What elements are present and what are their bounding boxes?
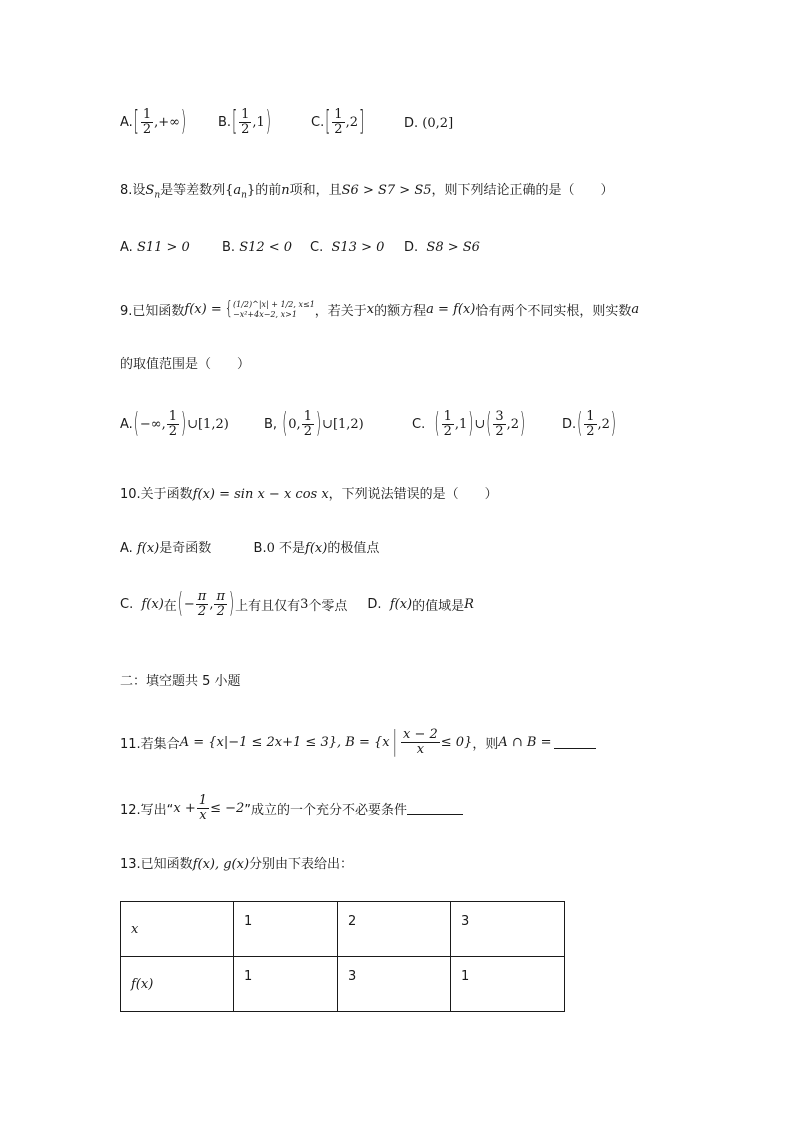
paren-left: ( [282, 409, 288, 441]
q9-option-d [562, 410, 617, 440]
option-label: D. [404, 116, 419, 131]
option-expr: ,2 [506, 417, 519, 433]
q9-option-b [264, 410, 364, 440]
fraction [196, 590, 209, 620]
denominator: x [416, 742, 425, 758]
bracket-left: [ [232, 107, 238, 139]
option-label: B, [264, 417, 278, 433]
q8-option-b [222, 240, 292, 255]
fraction [493, 410, 505, 440]
comma: , [209, 597, 214, 613]
option-label: B. [253, 541, 267, 556]
numerator: 1 [334, 107, 343, 122]
option-label: C. [412, 417, 426, 433]
numerator: x − 2 [402, 727, 438, 742]
table-cell: f(x) [121, 957, 234, 1012]
denominator: x [199, 808, 207, 824]
vertical-bar: | [392, 727, 397, 759]
numerator: 1 [142, 107, 152, 122]
paren-right: ) [468, 409, 474, 441]
count-value: 3 [300, 597, 309, 613]
stem-text: 分别由下表给出： [249, 857, 354, 872]
question-number: 11.若集合 [120, 737, 180, 753]
denominator: 2 [241, 122, 250, 138]
union-symbol: ∪ [474, 417, 486, 433]
denominator: 2 [334, 122, 343, 138]
question-number: 13.已知函数 [120, 857, 193, 872]
r-symbol: R [464, 597, 474, 613]
option-label: B. [218, 115, 232, 131]
minus-sign: − [183, 597, 195, 613]
option-text: 的极值点 [327, 541, 380, 556]
table-row [121, 957, 565, 1012]
fraction [197, 794, 209, 824]
set-expr: ≤ 0} [440, 735, 473, 751]
option-label: C. [120, 597, 134, 613]
option-label: A. [120, 541, 133, 556]
option-text: 的值域是 [412, 599, 465, 615]
table-cell: 1 [234, 902, 338, 957]
option-expr: S12 < 0 [239, 240, 293, 255]
answer-blank[interactable] [554, 736, 596, 749]
option-text: 在 [163, 599, 177, 615]
option-label: A. [120, 417, 133, 433]
option-expr: S8 > S6 [426, 240, 480, 255]
section-heading: 二：填空题共 5 小题 [120, 674, 241, 689]
stem-text: ，则下列结论正确的是（ ） [431, 183, 614, 198]
brace-left: { [225, 183, 234, 198]
denominator: 2 [216, 604, 225, 620]
q7-option-d [404, 116, 453, 131]
paren-right: ) [610, 409, 616, 441]
expr: ≤ −2 [210, 801, 245, 817]
stem-text: ”成立的一个充分不必要条件 [244, 803, 408, 819]
denominator: 2 [303, 424, 312, 440]
option-expr: S13 > 0 [331, 240, 385, 255]
paren-left: ( [133, 409, 139, 441]
question-number: 8.设 [120, 183, 146, 198]
option-text: 不是 [279, 541, 306, 556]
fraction [214, 590, 227, 620]
numerator: 1 [586, 409, 595, 424]
question-number: 9.已知函数 [120, 304, 185, 320]
table-cell: 3 [338, 957, 451, 1012]
bracket-right: ] [448, 116, 454, 131]
sum-symbol: S [145, 183, 155, 198]
option-label: D. [404, 240, 419, 255]
option-label: C. [311, 115, 325, 131]
paren-right: ) [265, 107, 271, 139]
intersection-expr: A ∩ B = [498, 735, 552, 751]
fraction [302, 410, 314, 440]
table-cell: 3 [451, 902, 565, 957]
table-cell: 1 [451, 957, 565, 1012]
option-expr: −∞, [139, 417, 166, 433]
denominator: 2 [142, 122, 152, 138]
stem-text: ，下列说法错误的是（ ） [328, 487, 498, 502]
stem-text: ，则 [472, 737, 499, 753]
stem-text: 是等差数列 [160, 183, 226, 198]
option-expr: ,1 [252, 115, 265, 131]
answer-blank[interactable] [407, 802, 463, 815]
piece-1: (1/2)^|x| + 1/2, x≤1 [233, 300, 315, 309]
value-table [120, 901, 565, 1012]
stem-text: 的额方程 [374, 304, 427, 320]
table-cell: 2 [338, 902, 451, 957]
numerator: π [197, 589, 207, 604]
table-cell: 1 [234, 957, 338, 1012]
denominator: 2 [168, 424, 178, 440]
table-row [121, 902, 565, 957]
option-expr: 0, [288, 417, 301, 433]
numerator: 1 [168, 409, 178, 424]
function-expr: f(x) = [184, 302, 222, 318]
paren-left: ( [434, 409, 440, 441]
denominator: 2 [197, 604, 207, 620]
fraction [167, 410, 179, 440]
option-expr: ∪[1,2) [187, 417, 229, 433]
a-symbol: a [631, 302, 640, 318]
paren-left: ( [418, 116, 428, 131]
option-expr: ∪[1,2) [322, 417, 364, 433]
option-label: D. [367, 597, 382, 613]
option-label: D. [562, 417, 577, 433]
function-expr: f(x) [141, 597, 164, 613]
x-symbol: x [366, 302, 375, 318]
bracket-left: [ [325, 107, 331, 139]
q13-stem [120, 858, 353, 871]
paren-right: ) [181, 107, 187, 139]
table-cell: x [121, 902, 234, 957]
paren-right: ) [315, 409, 322, 441]
q8-option-d [404, 240, 480, 255]
q9-stem-line2 [120, 358, 250, 371]
sequence-symbol: a [233, 183, 242, 198]
question-number: 10.关于函数 [120, 487, 193, 502]
option-label: A. [120, 240, 133, 255]
option-expr: ,1 [454, 417, 468, 433]
denominator: 2 [443, 424, 452, 440]
stem-text: 的取值范围是（ ） [120, 357, 251, 372]
fraction [239, 108, 251, 138]
option-text: 上有且仅有 [235, 599, 301, 615]
function-expr: f(x) = sin x − x cos x [192, 487, 329, 502]
piece-2: −x²+4x−2, x>1 [233, 309, 297, 319]
q8-stem [120, 184, 614, 201]
equation-expr: a = f(x) [426, 302, 476, 318]
option-expr: ,2 [345, 115, 358, 131]
option-expr: ,2 [597, 417, 610, 433]
numerator: 1 [198, 793, 208, 808]
fraction [442, 410, 454, 440]
subscript: n [154, 190, 161, 201]
numerator: 3 [495, 409, 504, 424]
fraction [584, 410, 596, 440]
function-expr: f(x) [389, 597, 413, 613]
function-expr: f(x) [305, 541, 328, 556]
numerator: 1 [241, 107, 250, 122]
option-expr: 0,2 [427, 116, 449, 131]
option-text: 是奇函数 [159, 541, 212, 556]
paren-right: ) [181, 409, 187, 441]
fraction [141, 108, 153, 138]
numerator: π [216, 589, 226, 604]
paren-left: ( [577, 409, 583, 441]
q10-options-ab [120, 542, 379, 555]
q12-stem [120, 794, 463, 824]
q10-stem [120, 488, 498, 501]
q9-option-c [412, 410, 526, 440]
piecewise-brace: { [224, 299, 233, 321]
function-expr: f(x), g(x) [192, 857, 250, 872]
zero-value: 0 [266, 541, 275, 556]
numerator: 1 [303, 409, 312, 424]
option-expr: S11 > 0 [136, 240, 190, 255]
numerator: 1 [443, 409, 452, 424]
piecewise-cases [233, 300, 315, 319]
option-label: A. [120, 115, 133, 131]
subscript: n [241, 190, 247, 201]
n-symbol: n [281, 183, 290, 198]
q10-option-c [120, 590, 474, 620]
paren-left: ( [177, 589, 183, 621]
q7-option-a [120, 108, 187, 138]
stem-text: 项和，且 [289, 183, 342, 198]
option-expr: ,+∞ [154, 115, 181, 131]
q11-stem [120, 728, 596, 758]
q7-option-c [311, 108, 365, 138]
option-label: C. [310, 240, 324, 255]
stem-text: 恰有两个不同实根，则实数 [475, 304, 632, 320]
q8-option-c [310, 240, 384, 255]
paren-left: ( [486, 409, 492, 441]
bracket-right: ] [358, 107, 365, 139]
denominator: 2 [495, 424, 504, 440]
q7-option-b [218, 108, 272, 138]
stem-text: ，若关于 [314, 304, 367, 320]
expr: x + [173, 801, 196, 817]
set-expr: A = {x|−1 ≤ 2x+1 ≤ 3}, B = {x [179, 735, 390, 751]
section-title [120, 675, 241, 688]
q8-option-a [120, 240, 190, 255]
condition-expr: S6 > S7 > S5 [341, 183, 432, 198]
paren-right: ) [229, 589, 235, 621]
bracket-left: [ [133, 107, 139, 139]
paren-right: ) [520, 409, 526, 441]
option-label: B. [222, 240, 236, 255]
fraction [401, 728, 440, 758]
brace-right: } [246, 183, 256, 198]
fraction [332, 108, 344, 138]
question-number: 12.写出“ [120, 803, 174, 819]
denominator: 2 [586, 424, 595, 440]
option-text: 个零点 [308, 599, 348, 615]
function-expr: f(x) [136, 541, 160, 556]
q9-option-a [120, 410, 229, 440]
q9-stem [120, 300, 639, 319]
stem-text: 的前 [255, 183, 282, 198]
